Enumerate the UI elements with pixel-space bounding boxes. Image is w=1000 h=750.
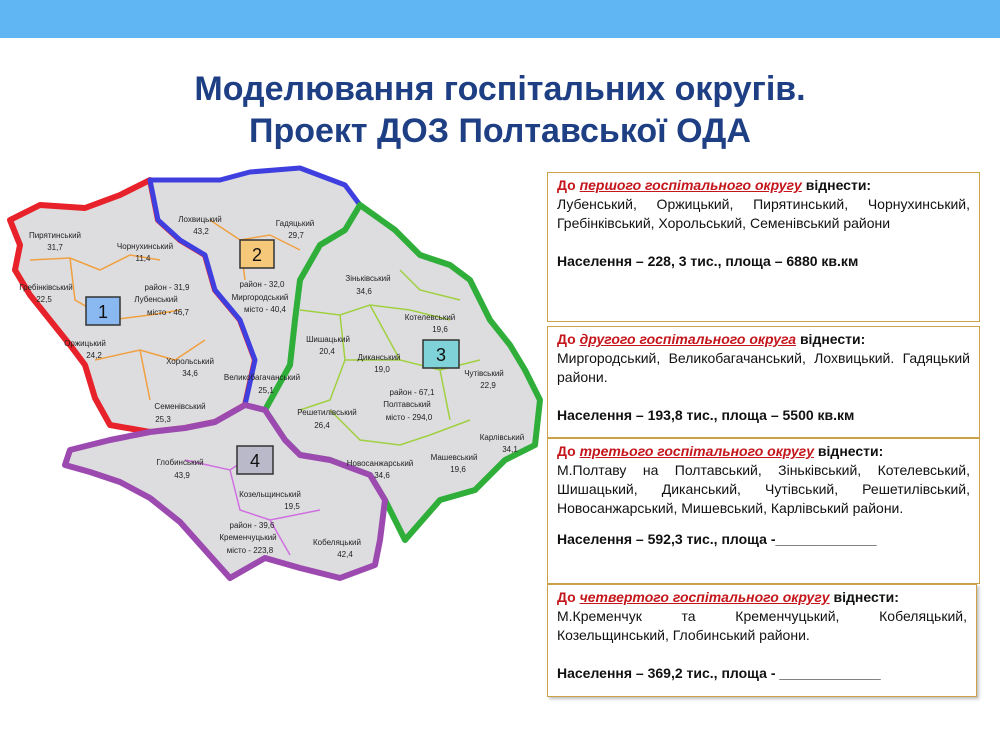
- region-semenivskyi-name: Семенівський: [154, 402, 206, 411]
- region-pyriatynskyi-value: 31,7: [47, 243, 63, 252]
- map-svg: [0, 160, 545, 590]
- district-4-rayons: М.Кременчук та Кременчуцький, Кобеляцький, Козельщинський, Глобинський райони.: [557, 608, 967, 643]
- district-1-rayons: Лубенський, Оржицький, Пирятинський, Чорнухинський, Гребінківський, Хорольський, Семенівський райони: [557, 196, 970, 231]
- district-4-stats: Населення – 369,2 тис., площа - _____________: [557, 665, 881, 681]
- region-lubenskyi-name: Лубенський: [134, 295, 178, 304]
- region-hlobynskyi-name: Глобинський: [156, 458, 204, 467]
- region-lubenskyi-misto: місто - 46,7: [147, 308, 189, 317]
- district-2-heading: До другого госпітального округа віднести:: [557, 331, 866, 347]
- district-3-heading: До третього госпітального округу віднести:: [557, 443, 884, 459]
- badge-3: [423, 340, 459, 368]
- region-zinkivskyi-value: 34,6: [356, 287, 372, 296]
- district-2-stats: Населення – 193,8 тис., площа – 5500 кв.км: [557, 407, 855, 423]
- title-line-1: Моделювання госпітальних округів.: [194, 70, 806, 108]
- badge-1: [86, 297, 120, 325]
- region-myrhorodskyi-rayon: район - 32,0: [239, 280, 285, 289]
- region-kozelshchynskyi-value: 19,5: [284, 502, 300, 511]
- region-chornukhynskyi-value: 11,4: [135, 254, 151, 263]
- region-dykanskyi-value: 19,0: [374, 365, 390, 374]
- region-chornukhynskyi-name: Чорнухинський: [116, 242, 174, 251]
- region-kremenchutskyi-misto: місто - 223,8: [226, 546, 274, 555]
- region-myrhorodskyi-misto: місто - 40,4: [244, 305, 286, 314]
- region-reshetylivskyi-value: 26,4: [314, 421, 330, 430]
- district-4-info-box: [547, 584, 977, 697]
- region-poltavskyi-name: Полтавський: [383, 400, 431, 409]
- district-2-rayons: Миргородський, Великобагачанський, Лохвицький. Гадяцький райони.: [557, 350, 970, 385]
- region-reshetylivskyi-name: Решетилівський: [297, 408, 357, 417]
- region-karlivskyi-value: 34,1: [502, 445, 518, 454]
- region-kobeliatskyi-name: Кобеляцький: [313, 538, 361, 547]
- region-novosanzharskyi-value: 34,6: [374, 471, 390, 480]
- region-karlivskyi-name: Карлівський: [479, 433, 525, 442]
- district-3-rayons: М.Полтаву на Полтавський, Зіньківський, Котелевський, Шишацький, Диканський, Чутівський, Решетилівський, Новосанжарський, Мишевський, Карлівський райони.: [557, 462, 970, 516]
- region-kotelevskyi-name: Котелевський: [404, 313, 456, 322]
- region-orzhytskyi-name: Оржицький: [64, 339, 106, 348]
- svg-text:2: 2: [251, 245, 263, 265]
- region-hadiatskyi-value: 29,7: [288, 231, 304, 240]
- region-poltavskyi-rayon: район - 67,1: [389, 388, 435, 397]
- region-velykobahachanskyi-name: Великобагачанський: [223, 373, 301, 382]
- region-shyshatskyi-value: 20,4: [319, 347, 335, 356]
- region-novosanzharskyi-name: Новосанжарський: [346, 459, 414, 468]
- district-4-heading: До четвертого госпітального округу віднести:: [557, 589, 899, 605]
- region-hrebinkivskyi-name: Гребінківський: [19, 283, 73, 292]
- region-kotelevskyi-value: 19,6: [432, 325, 448, 334]
- region-orzhytskyi-value: 24,2: [86, 351, 102, 360]
- badge-4: [237, 446, 273, 474]
- svg-text:4: 4: [249, 451, 261, 471]
- region-khorolskyi-value: 34,6: [182, 369, 198, 378]
- region-hlobynskyi-value: 43,9: [174, 471, 190, 480]
- district-1-stats: Населення – 228, 3 тис., площа – 6880 кв.км: [557, 253, 859, 269]
- district-3-stats: Населення – 592,3 тис., площа -_____________: [557, 531, 877, 547]
- poltava-region-map: [0, 160, 545, 590]
- district-1-info-box: [547, 172, 980, 322]
- region-mashivskyi-value: 19,6: [450, 465, 466, 474]
- region-zinkivskyi-name: Зіньківський: [345, 274, 391, 283]
- title-line-2: Проект ДОЗ Полтавської ОДА: [249, 112, 751, 150]
- district-3-info-box: [547, 438, 980, 584]
- region-velykobahachanskyi-value: 25,1: [258, 386, 274, 395]
- region-pyriatynskyi-name: Пирятинський: [28, 231, 82, 240]
- region-poltavskyi-misto: місто - 294,0: [385, 413, 433, 422]
- region-lokhvytskyi-name: Лохвицький: [178, 215, 222, 224]
- slide-title: [0, 68, 1000, 152]
- region-hadiatskyi-name: Гадяцький: [275, 219, 315, 228]
- region-myrhorodskyi-name: Миргородський: [231, 293, 289, 302]
- badge-2: [240, 240, 274, 268]
- region-shyshatskyi-name: Шишацький: [306, 335, 350, 344]
- region-khorolskyi-name: Хорольський: [166, 357, 214, 366]
- region-lubenskyi-rayon: район - 31,9: [144, 283, 190, 292]
- region-kremenchutskyi-rayon: район - 39,6: [229, 521, 275, 530]
- region-chutivskyi-value: 22,9: [480, 381, 496, 390]
- district-2-info-box: [547, 326, 980, 438]
- top-accent-bar: [0, 0, 1000, 38]
- region-mashivskyi-name: Машевський: [430, 453, 478, 462]
- district-1-heading: До першого госпітального округу віднести:: [557, 177, 872, 193]
- region-kremenchutskyi-name: Кременчуцький: [219, 533, 277, 542]
- svg-text:3: 3: [435, 345, 447, 365]
- region-semenivskyi-value: 25,3: [155, 415, 171, 424]
- region-dykanskyi-name: Диканський: [357, 353, 401, 362]
- region-kobeliatskyi-value: 42,4: [337, 550, 353, 559]
- region-kozelshchynskyi-name: Козельщинський: [239, 490, 301, 499]
- region-lokhvytskyi-value: 43,2: [193, 227, 209, 236]
- region-hrebinkivskyi-value: 22,5: [36, 295, 52, 304]
- region-chutivskyi-name: Чутівський: [464, 369, 504, 378]
- svg-text:1: 1: [97, 302, 109, 322]
